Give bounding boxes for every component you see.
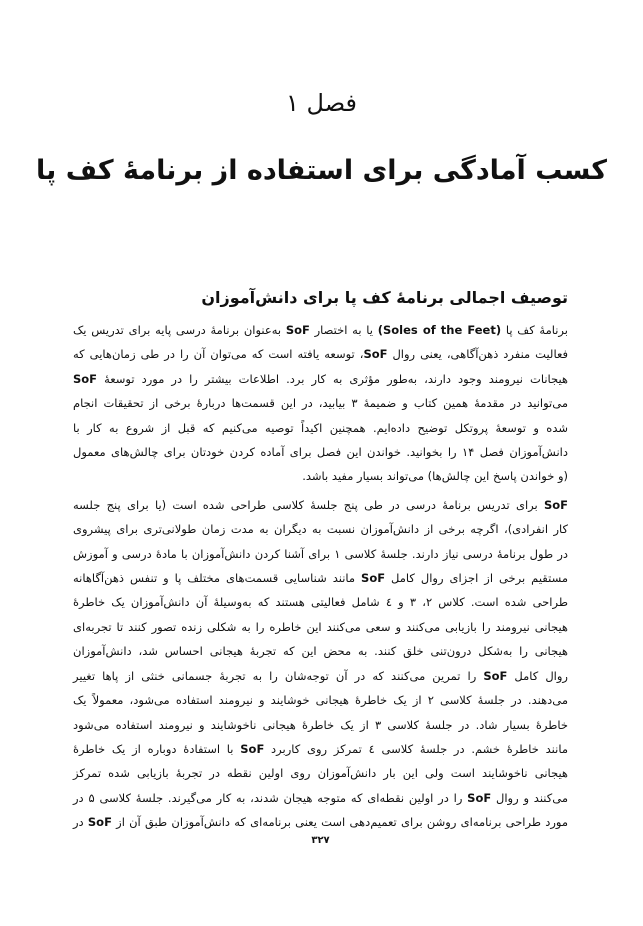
text-line: می‌کنند و روال SoF را در اولین نقطه‌ای که متوجه هیجان شدند، به کار می‌گیرند. جلسهٔ کلاسی ۵ در: [73, 790, 568, 805]
latin-term: SoF: [363, 347, 388, 362]
text-line: می‌توانید در مقدمهٔ همین کتاب و ضمیمهٔ ۳ بیابید، در این قسمت‌ها دربارهٔ برخی از تحقیقات انجام: [73, 396, 568, 411]
text-line: (و خواندن پاسخ این چالش‌ها) می‌تواند بسیار مفید باشد.: [302, 469, 568, 484]
latin-term: SoF: [467, 790, 492, 805]
text-line: خاطرهٔ بسیار شاد. در جلسهٔ کلاسی ۳ از یک خاطرهٔ هیجانی ناخوشایند و نیرومند استفاده می‌شود: [73, 717, 568, 732]
chapter-label: فصل ۱: [286, 89, 357, 117]
text-line: هیجانی ناخوشایند است ولی این بار دانش‌آموزان روی اولین نقطه در تجربهٔ بازیابی شده تمرکز: [73, 766, 568, 781]
text-line: هیجانی نیرومند را بازیابی می‌کنند و سعی می‌کنند این خاطره را به شکلی زنده تصور کنند تا تجربه‌ای: [73, 619, 568, 634]
text-line: مستقیم برخی از اجزای روال کامل SoF مانند شناسایی قسمت‌های مختلف پا و تنفس ذهن‌آگاهانه: [73, 571, 568, 586]
chapter-title: کسب آمادگی برای استفاده از برنامهٔ کف پا: [36, 155, 607, 186]
text-line: مانند خاطرهٔ خشم. در جلسهٔ کلاسی ٤ تمرکز روی کاربرد SoF با استفادهٔ دوباره از یک خاطرهٔ: [73, 741, 568, 756]
text-line: مورد طراحی برنامه‌ای روشن برای تعمیم‌دهی است یعنی برنامه‌ای که دانش‌آموزان طبق آن از SoF در: [73, 815, 568, 830]
latin-term: SoF: [361, 571, 386, 586]
latin-term: SoF: [543, 497, 568, 512]
text-line: SoF برای تدریس برنامهٔ درسی در طی پنج جلسهٔ کلاسی طراحی شده است (یا برای پنج جلسه: [73, 497, 568, 512]
latin-term: SoF: [483, 668, 508, 683]
latin-term: SoF: [87, 815, 112, 830]
latin-term: SoF: [285, 323, 310, 337]
section-heading: توصیف اجمالی برنامهٔ کف پا برای دانش‌آموزان: [201, 288, 568, 307]
paragraph: [73, 318, 568, 489]
text-line: برنامهٔ کف پا (Soles of the Feet) یا به اختصار SoF به‌عنوان برنامهٔ درسی پایه برای تدریس یک: [73, 323, 568, 337]
text-line: دانش‌آموزان فصل ۱۴ را بخوانید. خواندن این فصل برای آماده کردن خودتان برای چالش‌های معمول: [73, 445, 568, 460]
text-line: هیجانی را به‌شکل درون‌تنی خلق کنند. به محض این که تجربهٔ هیجانی احساس شد، دانش‌آموزان: [73, 644, 568, 659]
text-line: فعالیت منفرد ذهن‌آگاهی، یعنی روال SoF، توسعه یافته است که می‌توان آن را در طی زمان‌هایی که: [73, 347, 568, 362]
paragraph: [73, 493, 568, 835]
text-line: می‌دهند. در جلسهٔ کلاسی ۲ از یک خاطرهٔ هیجانی خوشایند و نیرومند استفاده می‌شود، معمولاً یک: [73, 693, 569, 708]
text-line: طراحی شده است. کلاس ۲، ۳ و ٤ شامل فعالیتی هستند که به‌وسیلهٔ آن دانش‌آموزان یک خاطرهٔ: [73, 595, 568, 610]
text-line: هیجانات نیرومند وجود دارند، به‌طور مؤثری به کار برد. اطلاعات بیشتر را در مورد توسعهٔ SoF: [73, 371, 568, 386]
latin-term: SoF: [240, 741, 265, 756]
latin-term: (Soles of the Feet): [377, 323, 502, 337]
page-number: ۳۲۷: [311, 834, 330, 846]
text-line: کار انفرادی)، اگرچه برخی از دانش‌آموزان نسبت به دیگران به مدت زمان طولانی‌تری برای پیشروی: [73, 522, 568, 537]
text-line: شده و توسعهٔ پروتکل توضیح داده‌ایم. همچنین اکیداً توصیه می‌کنیم که قبل از شروع به کار با: [73, 420, 568, 435]
text-line: روال کامل SoF را تمرین می‌کنند که در آن توجه‌شان را به تجربهٔ جسمانی خنثی از پاها تغییر: [73, 668, 568, 683]
body-text: [73, 318, 568, 849]
latin-term: SoF: [73, 371, 98, 386]
text-line: در طول برنامهٔ درسی نیاز دارند. جلسهٔ کلاسی ۱ برای آشنا کردن دانش‌آموزان با مادهٔ درسی و آموزش: [73, 546, 568, 561]
